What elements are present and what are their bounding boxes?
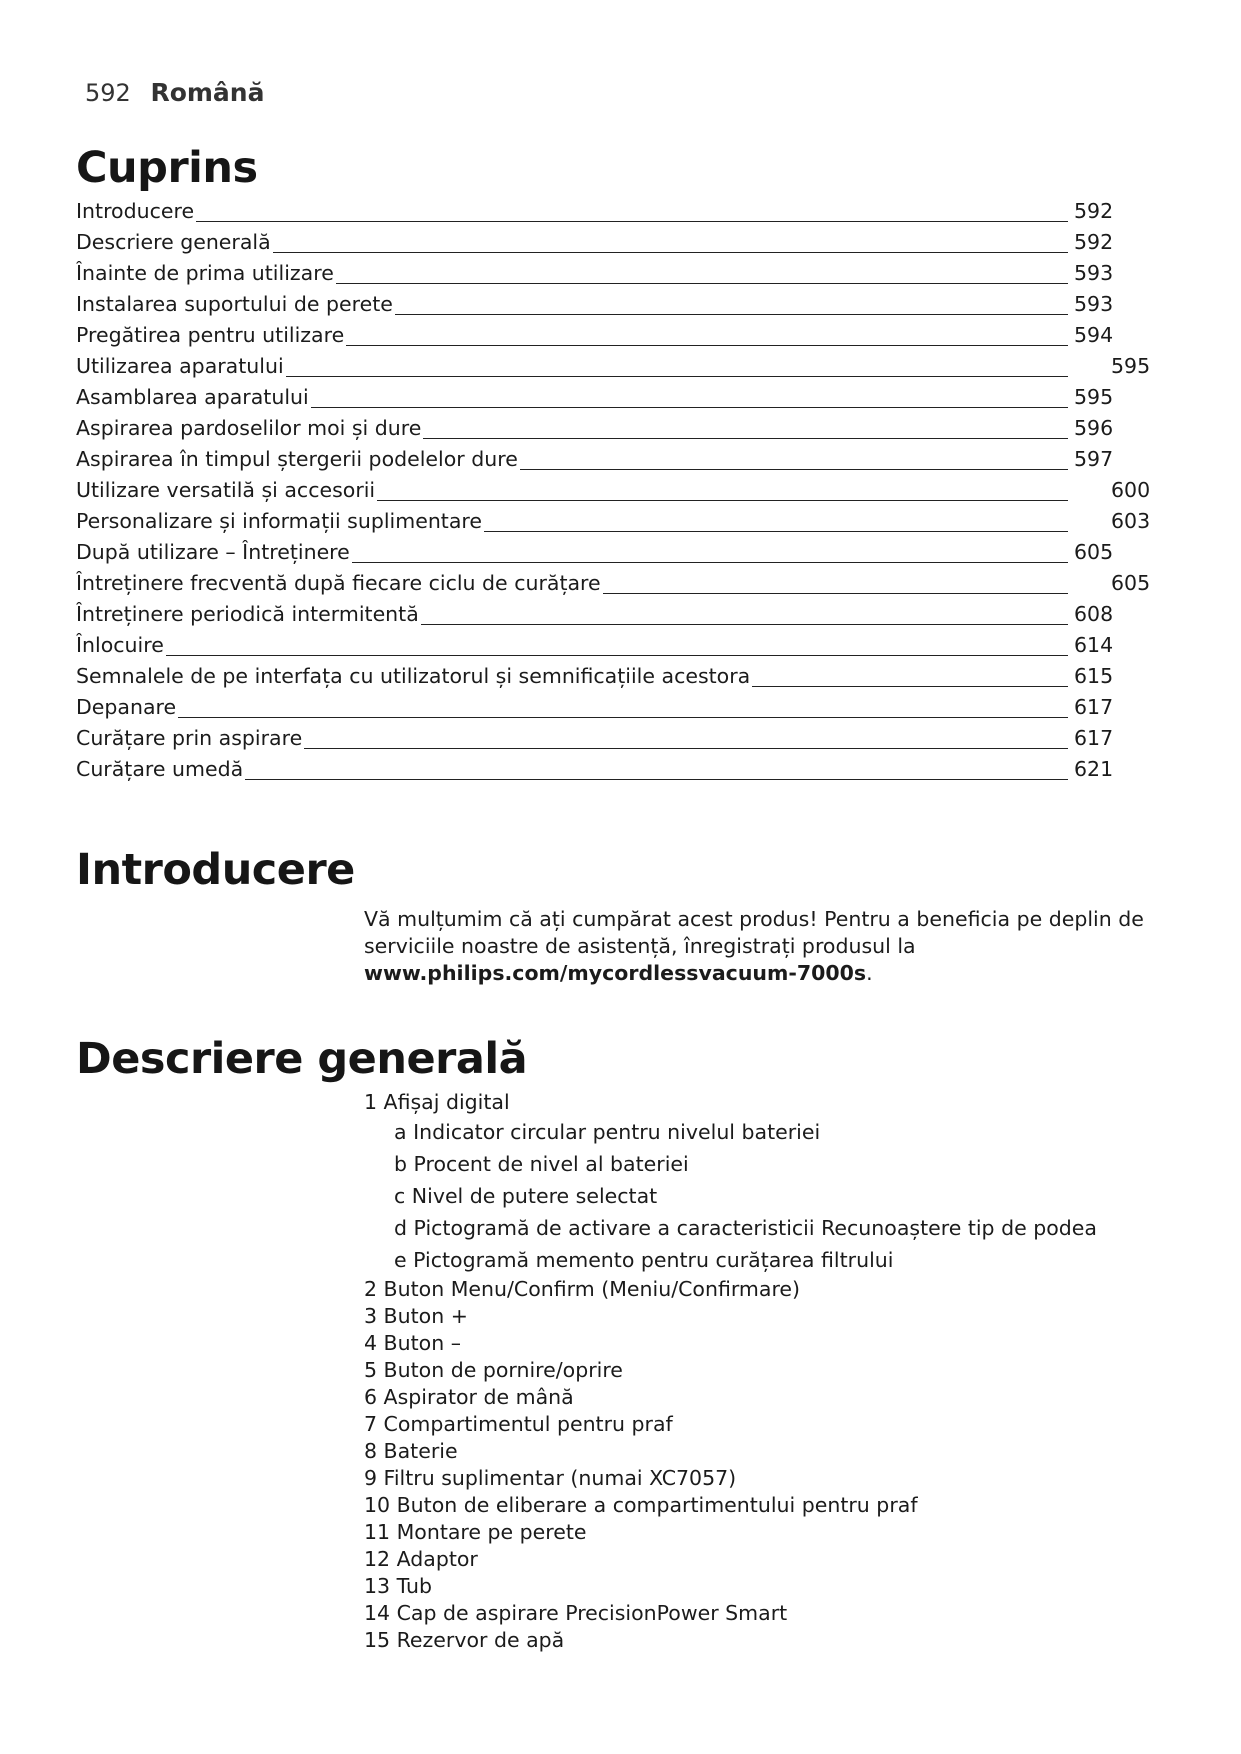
parts-item: 2 Buton Menu/Confirm (Meniu/Confirmare) — [364, 1277, 801, 1301]
parts-item: 5 Buton de pornire/oprire — [364, 1358, 623, 1382]
toc-entry-title: Introducere — [76, 199, 195, 223]
toc-entry-page: 621 — [1074, 757, 1114, 781]
toc-entry-title: Utilizarea aparatului — [76, 354, 284, 378]
toc-entry-title: Semnalele de pe interfața cu utilizatorul și semnificațiile acestora — [76, 664, 751, 688]
language-label: Română — [150, 78, 265, 107]
toc-leader-line — [76, 655, 1068, 656]
toc-entry[interactable] — [76, 290, 1176, 321]
parts-list — [364, 1089, 1164, 1654]
toc-heading: Cuprins — [76, 143, 258, 193]
toc-leader-line — [76, 221, 1068, 222]
toc-entry-page: 617 — [1074, 695, 1114, 719]
toc-entry-page: 594 — [1074, 323, 1114, 347]
toc-entry-title: Curățare prin aspirare — [76, 726, 303, 750]
description-heading: Descriere generală — [76, 1034, 528, 1084]
toc-entry-title: Utilizare versatilă și accesorii — [76, 478, 376, 502]
parts-item: 10 Buton de eliberare a compartimentului pentru praf — [364, 1493, 918, 1517]
toc-entry[interactable] — [76, 755, 1176, 786]
toc-entry-page: 593 — [1074, 261, 1114, 285]
introduction-paragraph — [364, 906, 1144, 987]
introduction-trailing: . — [866, 961, 873, 985]
toc-entry-page: 595 — [1074, 385, 1114, 409]
toc-entry-title: Întreținere frecventă după fiecare ciclu de curățare — [76, 571, 601, 595]
toc-entry[interactable] — [76, 228, 1176, 259]
toc-entry[interactable] — [76, 569, 1176, 600]
toc-entry-page: 603 — [1111, 509, 1151, 533]
toc-entry-title: Întreținere periodică intermitentă — [76, 602, 419, 626]
parts-item: 11 Montare pe perete — [364, 1520, 587, 1544]
toc-entry-page: 605 — [1111, 571, 1151, 595]
parts-item: 14 Cap de aspirare PrecisionPower Smart — [364, 1601, 788, 1625]
parts-sub-item: a Indicator circular pentru nivelul bateriei — [394, 1120, 821, 1144]
toc-entry-title: Descriere generală — [76, 230, 271, 254]
toc-entry-page: 605 — [1074, 540, 1114, 564]
introduction-text: Vă mulțumim că ați cumpărat acest produs! Pentru a beneficia pe deplin de serviciile noastre de asistență, înregistrați produsul la — [364, 907, 1144, 958]
toc-entry-title: Instalarea suportului de perete — [76, 292, 393, 316]
parts-item: 13 Tub — [364, 1574, 433, 1598]
toc-entry[interactable] — [76, 383, 1176, 414]
parts-sub-item: d Pictogramă de activare a caracteristicii Recunoaștere tip de podea — [394, 1216, 1097, 1240]
parts-item: 1 Afișaj digital — [364, 1090, 510, 1114]
toc-entry[interactable] — [76, 352, 1176, 383]
toc-entry-page: 597 — [1074, 447, 1114, 471]
toc-entry-title: Înainte de prima utilizare — [76, 261, 334, 285]
parts-sub-item: b Procent de nivel al bateriei — [394, 1152, 689, 1176]
toc-entry-title: Personalizare și informații suplimentare — [76, 509, 482, 533]
toc-entry[interactable] — [76, 724, 1176, 755]
toc-entry-title: Asamblarea aparatului — [76, 385, 309, 409]
toc-entry-title: Curățare umedă — [76, 757, 244, 781]
registration-link[interactable]: www.philips.com/mycordlessvacuum-7000s — [364, 961, 867, 985]
toc-entry-page: 600 — [1111, 478, 1151, 502]
introduction-heading: Introducere — [76, 845, 355, 895]
toc-entry[interactable] — [76, 631, 1176, 662]
toc-entry-page: 592 — [1074, 199, 1114, 223]
toc-entry[interactable] — [76, 197, 1176, 228]
toc-entry[interactable] — [76, 600, 1176, 631]
table-of-contents — [76, 197, 1176, 786]
toc-entry[interactable] — [76, 538, 1176, 569]
toc-entry-title: Aspirarea pardoselilor moi și dure — [76, 416, 422, 440]
toc-entry[interactable] — [76, 445, 1176, 476]
toc-entry[interactable] — [76, 476, 1176, 507]
toc-entry-page: 596 — [1074, 416, 1114, 440]
toc-entry-title: Aspirarea în timpul ștergerii podelelor dure — [76, 447, 518, 471]
toc-entry[interactable] — [76, 414, 1176, 445]
parts-sub-item: e Pictogramă memento pentru curățarea filtrului — [394, 1248, 894, 1272]
toc-entry-page: 614 — [1074, 633, 1114, 657]
page-number: 592 — [85, 79, 131, 107]
toc-entry-title: Înlocuire — [76, 633, 164, 657]
toc-entry-title: După utilizare – Întreținere — [76, 540, 350, 564]
parts-item: 8 Baterie — [364, 1439, 458, 1463]
parts-item: 12 Adaptor — [364, 1547, 478, 1571]
parts-sub-item: c Nivel de putere selectat — [394, 1184, 658, 1208]
toc-entry[interactable] — [76, 259, 1176, 290]
page-header — [85, 78, 264, 107]
toc-entry-title: Pregătirea pentru utilizare — [76, 323, 345, 347]
parts-item: 15 Rezervor de apă — [364, 1628, 565, 1652]
parts-item: 3 Buton + — [364, 1304, 468, 1328]
toc-entry-page: 593 — [1074, 292, 1114, 316]
parts-item: 4 Buton – — [364, 1331, 461, 1355]
toc-entry-page: 617 — [1074, 726, 1114, 750]
toc-entry[interactable] — [76, 507, 1176, 538]
toc-entry-title: Depanare — [76, 695, 177, 719]
toc-entry[interactable] — [76, 662, 1176, 693]
parts-item: 7 Compartimentul pentru praf — [364, 1412, 673, 1436]
toc-entry-page: 592 — [1074, 230, 1114, 254]
toc-entry-page: 615 — [1074, 664, 1114, 688]
parts-item: 6 Aspirator de mână — [364, 1385, 574, 1409]
toc-entry[interactable] — [76, 693, 1176, 724]
toc-entry[interactable] — [76, 321, 1176, 352]
parts-item: 9 Filtru suplimentar (numai XC7057) — [364, 1466, 737, 1490]
toc-entry-page: 595 — [1111, 354, 1151, 378]
toc-entry-page: 608 — [1074, 602, 1114, 626]
toc-leader-line — [76, 717, 1068, 718]
